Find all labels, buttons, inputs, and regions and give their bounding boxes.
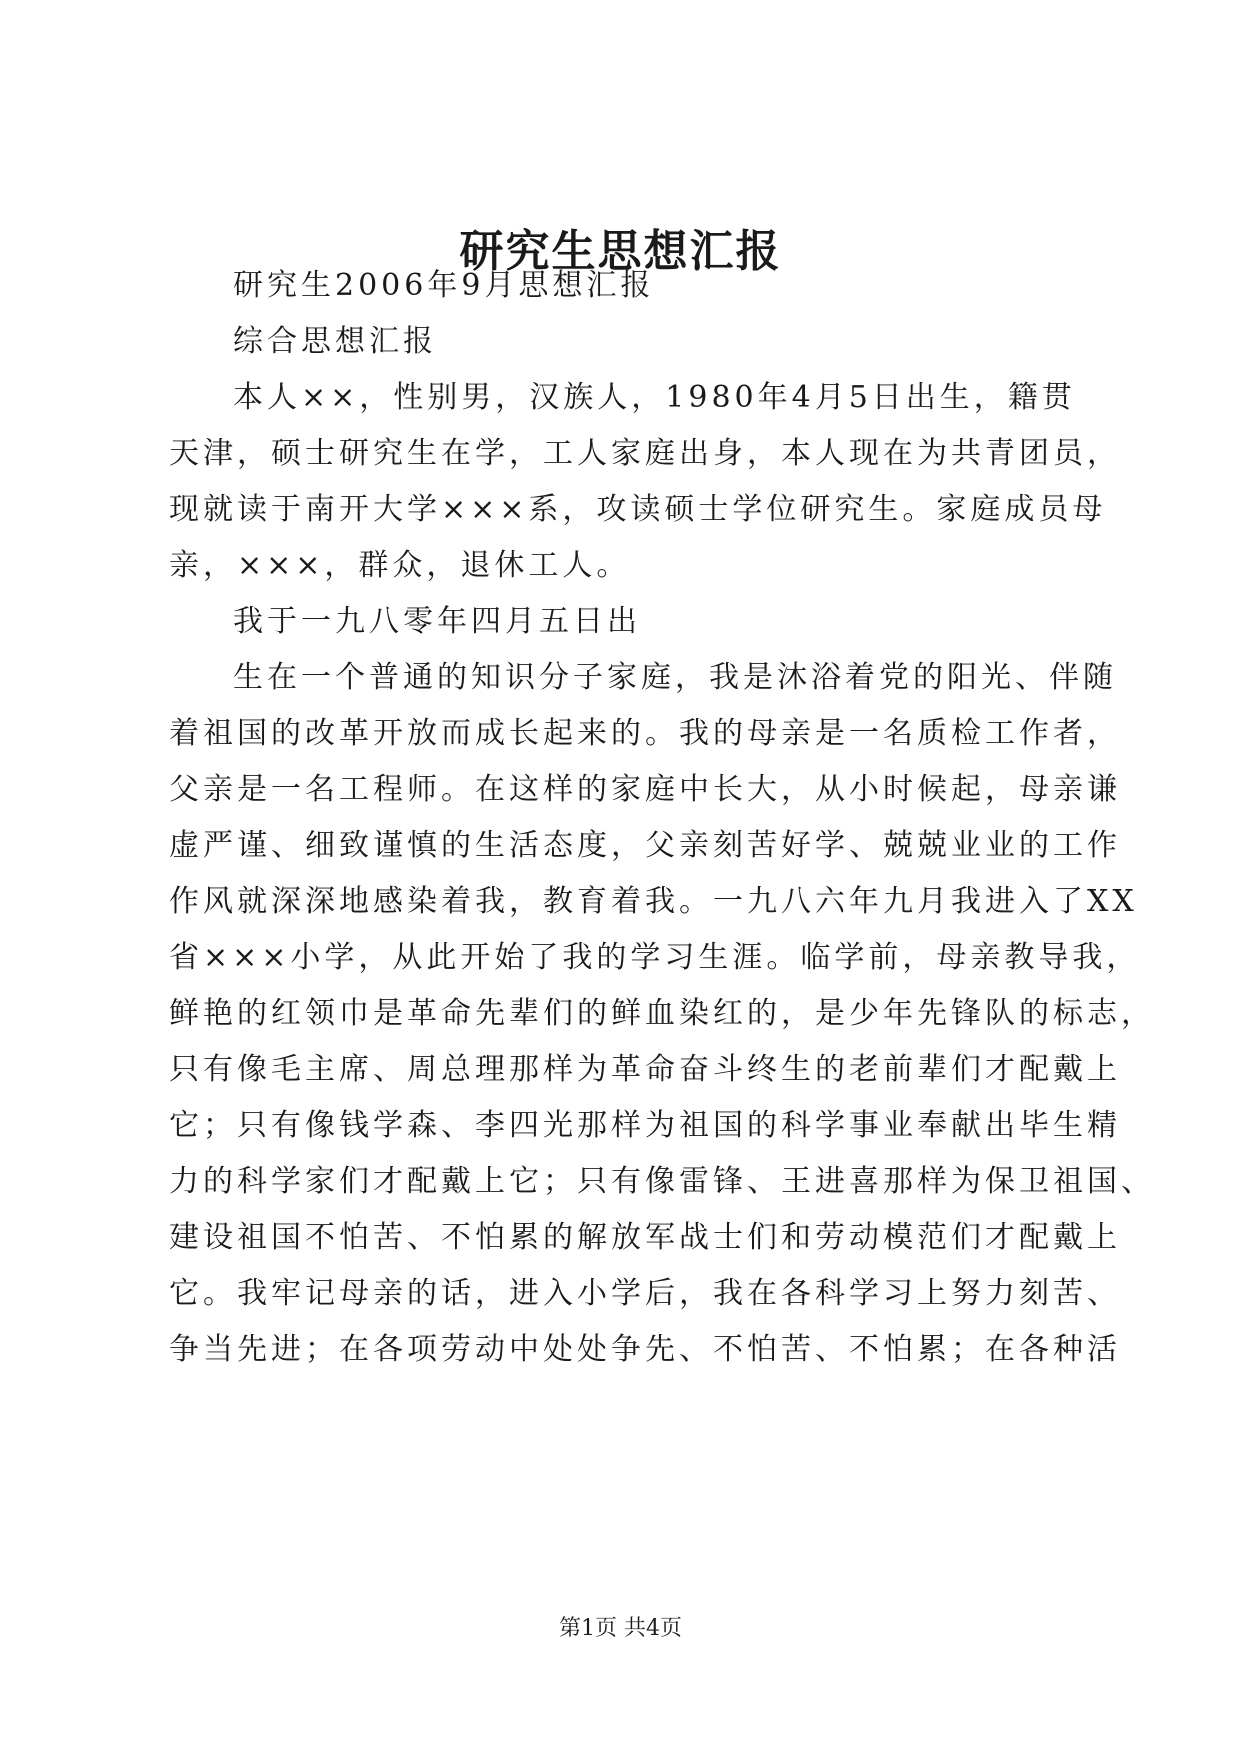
body-line: 本人××，性别男，汉族人，1980年4月5日出生，籍贯 bbox=[233, 380, 1076, 415]
body-line: 建设祖国不怕苦、不怕累的解放军战士们和劳动模范们才配戴上 bbox=[169, 1220, 1121, 1255]
body-line: 虚严谨、细致谨慎的生活态度，父亲刻苦好学、兢兢业业的工作 bbox=[169, 828, 1121, 863]
body-line: 作风就深深地感染着我，教育着我。一九八六年九月我进入了XX bbox=[169, 884, 1138, 919]
body-line: 天津，硕士研究生在学，工人家庭出身，本人现在为共青团员， bbox=[169, 436, 1121, 471]
body-line: 现就读于南开大学×××系，攻读硕士学位研究生。家庭成员母 bbox=[169, 492, 1107, 527]
body-line: 着祖国的改革开放而成长起来的。我的母亲是一名质检工作者， bbox=[169, 716, 1121, 751]
page-title: 研究生思想汇报 bbox=[459, 226, 782, 277]
body-line: 亲，×××，群众，退休工人。 bbox=[169, 548, 631, 583]
section-heading: 综合思想汇报 bbox=[233, 324, 437, 359]
page-number: 第1页 共4页 bbox=[559, 1616, 682, 1641]
body-line: 父亲是一名工程师。在这样的家庭中长大，从小时候起，母亲谦 bbox=[169, 772, 1121, 807]
body-line: 我于一九八零年四月五日出 bbox=[233, 604, 641, 639]
body-line: 只有像毛主席、周总理那样为革命奋斗终生的老前辈们才配戴上 bbox=[169, 1052, 1121, 1087]
subtitle-line: 研究生2006年9月思想汇报 bbox=[233, 268, 655, 303]
body-line: 争当先进；在各项劳动中处处争先、不怕苦、不怕累；在各种活 bbox=[169, 1332, 1121, 1367]
body-line: 它；只有像钱学森、李四光那样为祖国的科学事业奉献出毕生精 bbox=[169, 1108, 1121, 1143]
body-line: 鲜艳的红领巾是革命先辈们的鲜血染红的，是少年先锋队的标志， bbox=[169, 996, 1155, 1031]
body-line: 省×××小学，从此开始了我的学习生涯。临学前，母亲教导我， bbox=[169, 940, 1141, 975]
body-line: 力的科学家们才配戴上它；只有像雷锋、王进喜那样为保卫祖国、 bbox=[169, 1164, 1155, 1199]
body-line: 生在一个普通的知识分子家庭，我是沐浴着党的阳光、伴随 bbox=[233, 660, 1117, 695]
body-line: 它。我牢记母亲的话，进入小学后，我在各科学习上努力刻苦、 bbox=[169, 1276, 1121, 1311]
